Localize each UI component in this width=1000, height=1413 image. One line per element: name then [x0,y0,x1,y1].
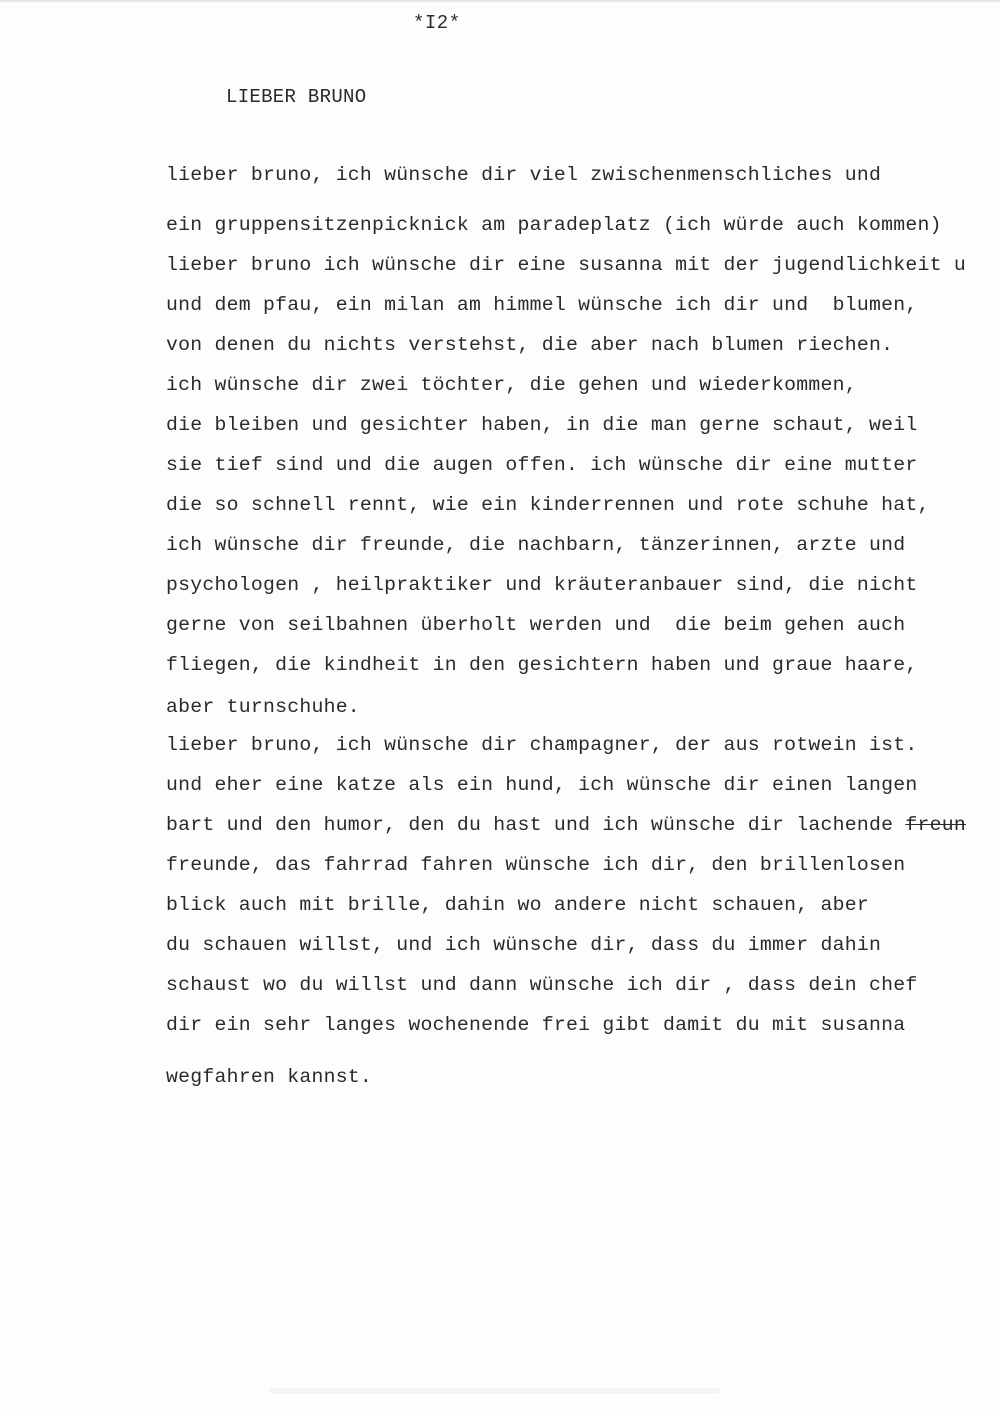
text-line-part: bart und den humor, den du hast und ich wünsche dir lachende [166,814,906,836]
text-line: psychologen , heilpraktiker und kräuteranbauer sind, die nicht [166,574,918,596]
text-line: die bleiben und gesichter haben, in die man gerne schaut, weil [166,414,918,436]
text-line: freunde, das fahrrad fahren wünsche ich dir, den brillenlosen [166,854,906,876]
text-line: fliegen, die kindheit in den gesichtern haben und graue haare, [166,654,918,676]
text-line: ich wünsche dir zwei töchter, die gehen und wiederkommen, [166,374,857,396]
text-line: blick auch mit brille, dahin wo andere nicht schauen, aber [166,894,869,916]
text-line: lieber bruno, ich wünsche dir viel zwischenmenschliches und [166,164,882,186]
page-top-edge [0,0,1000,2]
text-line: ein gruppensitzenpicknick am paradeplatz (ich würde auch kommen) [166,214,942,236]
text-line: die so schnell rennt, wie ein kinderrennen und rote schuhe hat, [166,494,930,516]
text-line: lieber bruno ich wünsche dir eine susanna mit der jugendlichkeit u [166,254,966,276]
text-line: und dem pfau, ein milan am himmel wünsche ich dir und blumen, [166,294,918,316]
text-line: lieber bruno, ich wünsche dir champagner, der aus rotwein ist. [166,734,918,756]
text-line: dir ein sehr langes wochenende frei gibt damit du mit susanna [166,1014,906,1036]
text-line-with-correction [166,813,966,837]
text-line: ich wünsche dir freunde, die nachbarn, tänzerinnen, arzte und [166,534,906,556]
text-line: gerne von seilbahnen überholt werden und die beim gehen auch [166,614,906,636]
text-line: aber turnschuhe. [166,696,360,718]
scan-smudge [270,1388,720,1394]
page-number: *I2* [413,12,461,34]
text-line: schaust wo du willst und dann wünsche ich dir , dass dein chef [166,974,918,996]
text-line: und eher eine katze als ein hund, ich wünsche dir einen langen [166,774,918,796]
struck-word: freun [905,814,966,836]
text-line: sie tief sind und die augen offen. ich wünsche dir eine mutter [166,454,918,476]
text-line: von denen du nichts verstehst, die aber nach blumen riechen. [166,334,894,356]
text-line: wegfahren kannst. [166,1066,373,1088]
letter-heading: LIEBER BRUNO [226,86,367,108]
text-line: du schauen willst, und ich wünsche dir, dass du immer dahin [166,934,882,956]
